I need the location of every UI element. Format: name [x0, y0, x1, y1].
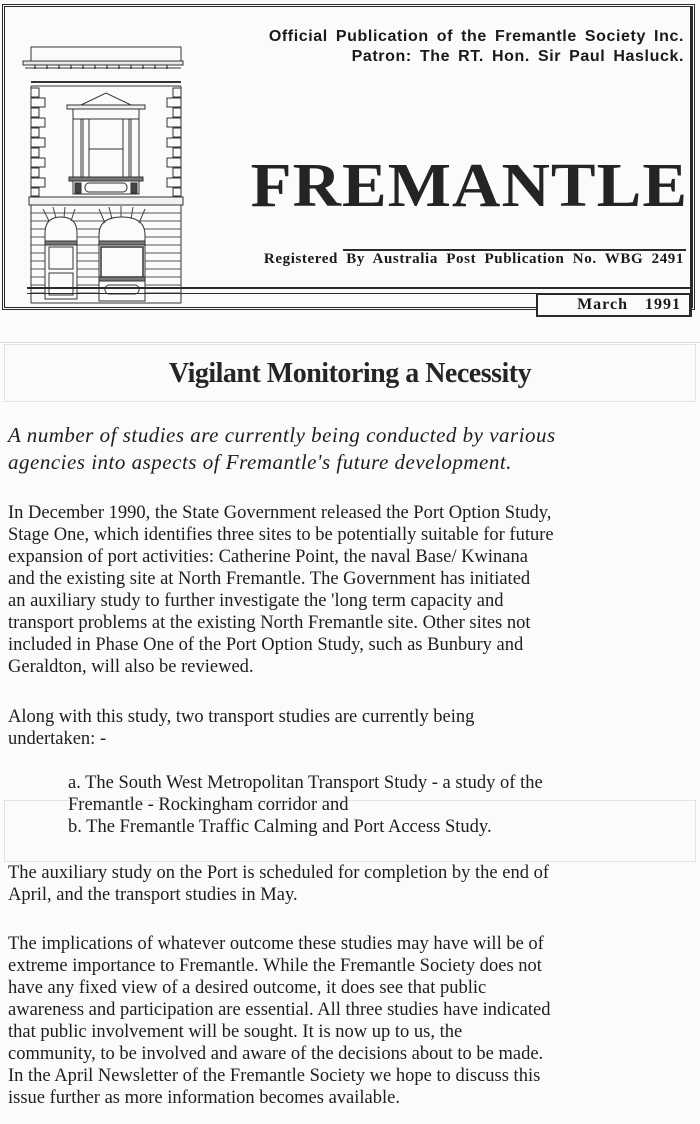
text-line: In December 1990, the State Government released the Port Option Study,	[8, 503, 552, 523]
issue-date: March 1991	[577, 296, 681, 313]
patron-text: Patron: The RT. Hon. Sir Paul Hasluck.	[351, 48, 684, 65]
lede-line: A number of studies are currently being conducted by various	[8, 423, 556, 447]
article-title: Vigilant Monitoring a Necessity	[168, 358, 532, 389]
text-line: an auxiliary study to further investigate the 'long term capacity and	[8, 591, 504, 611]
text-line: transport problems at the existing North Fremantle site. Other sites not	[8, 613, 531, 633]
lede-line: agencies into aspects of Fremantle's future development.	[8, 450, 512, 474]
building-illustration-icon	[21, 41, 189, 307]
list-item-b: b. The Fremantle Traffic Calming and Port Access Study.	[68, 817, 492, 837]
text-line: In the April Newsletter of the Fremantle Society we hope to discuss this	[8, 1066, 541, 1086]
official-publication-line	[269, 27, 684, 67]
paragraph-port-option-study	[8, 502, 698, 678]
text-line: Along with this study, two transport studies are currently being	[8, 707, 475, 727]
text-line: Stage One, which identifies three sites to be potentially suitable for future	[8, 525, 554, 545]
text-line: The implications of whatever outcome these studies may have will be of	[8, 934, 544, 954]
bleed-through-rule	[0, 342, 700, 343]
text-line: Geraldton, will also be reviewed.	[8, 657, 254, 677]
article-lede	[8, 422, 698, 476]
registration-number: Registered By Australia Post Publication No. WBG 2491	[263, 251, 684, 267]
text-line: included in Phase One of the Port Option Study, such as Bunbury and	[8, 635, 524, 655]
paragraph-transport-studies	[8, 706, 698, 750]
masthead	[2, 4, 695, 313]
text-line: that public involvement will be sought. It is now up to us, the	[8, 1022, 463, 1042]
list-item-a-continued: Fremantle - Rockingham corridor and	[68, 795, 349, 815]
text-line: The auxiliary study on the Port is scheduled for completion by the end of	[8, 863, 550, 883]
list-item-a: a. The South West Metropolitan Transport Study - a study of the	[68, 773, 543, 793]
text-line: expansion of port activities: Catherine Point, the naval Base/ Kwinana	[8, 547, 528, 567]
text-line: awareness and participation are essential. All three studies have indicated	[8, 1000, 551, 1020]
text-line: issue further as more information becomes available.	[8, 1088, 400, 1108]
text-line: undertaken: -	[8, 729, 107, 749]
text-line: community, to be involved and aware of the decisions about to be made.	[8, 1044, 544, 1064]
publisher-text: Official Publication of the Fremantle Society Inc.	[268, 28, 684, 45]
paragraph-schedule	[8, 862, 698, 906]
studies-list	[68, 772, 698, 838]
text-line: and the existing site at North Fremantle. The Government has initiated	[8, 569, 531, 589]
text-line: extreme importance to Fremantle. While the Fremantle Society does not	[8, 956, 542, 976]
text-line: have any fixed view of a desired outcome, it does see that public	[8, 978, 487, 998]
newsletter-title: FREMANTLE	[250, 152, 688, 220]
paragraph-implications	[8, 933, 698, 1109]
issue-date-box	[536, 293, 692, 317]
text-line: April, and the transport studies in May.	[8, 885, 298, 905]
